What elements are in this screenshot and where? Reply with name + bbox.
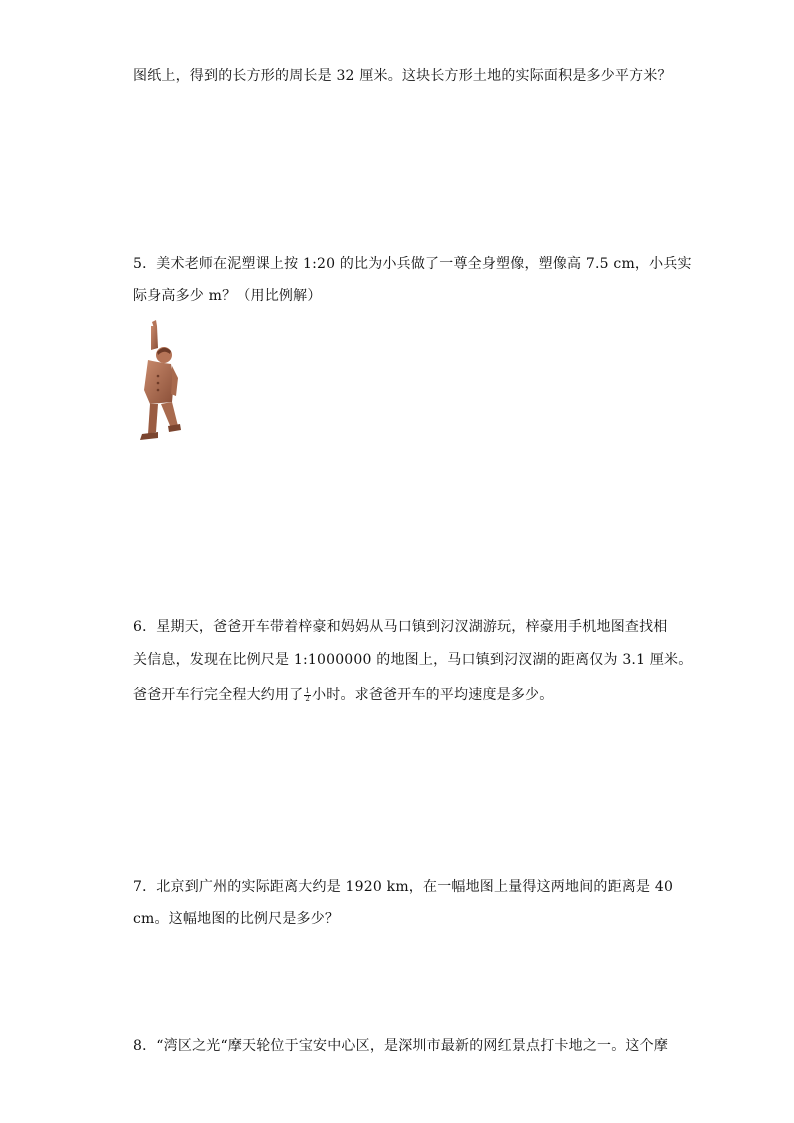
- question-6-line-1: 6．星期天，爸爸开车带着梓豪和妈妈从马口镇到汈汊湖游玩，梓豪用手机地图查找相: [133, 619, 668, 635]
- fraction-one-half: [304, 688, 311, 703]
- question-6-line-3-after: 小时。求爸爸开车的平均速度是多少。: [312, 687, 554, 703]
- question-7-line-1: 7．北京到广州的实际距离大约是 1920 km，在一幅地图上量得这两地间的距离是 40: [133, 879, 674, 895]
- fraction-numerator: 1: [305, 686, 311, 695]
- question-6-line-2: 关信息，发现在比例尺是 1:1000000 的地图上，马口镇到汈汊湖的距离仅为 3.1 厘米。: [133, 652, 693, 668]
- fraction-denominator: 2: [305, 694, 311, 703]
- question-6-line-3-before: 爸爸开车行完全程大约用了: [133, 687, 304, 703]
- question-6-line-3: [133, 685, 553, 705]
- question-7-line-2: cm。这幅地图的比例尺是多少？: [133, 911, 340, 927]
- question-5-line-2: 际身高多少 m？（用比例解）: [133, 288, 322, 304]
- clay-statue-image: [134, 320, 184, 448]
- question-5-line-1: 5．美术老师在泥塑课上按 1:20 的比为小兵做了一尊全身塑像，塑像高 7.5 cm，小兵实: [133, 256, 692, 272]
- question-4-line-1: 图纸上，得到的长方形的周长是 32 厘米。这块长方形土地的实际面积是多少平方米？: [133, 68, 672, 84]
- question-8-line-1: 8．“湾区之光“摩天轮位于宝安中心区，是深圳市最新的网红景点打卡地之一。这个摩: [133, 1038, 669, 1054]
